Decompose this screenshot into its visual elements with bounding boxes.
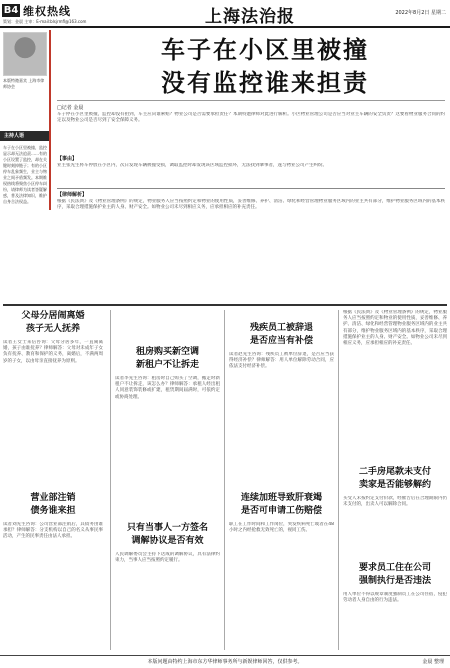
guest-photo bbox=[3, 32, 47, 76]
event-text: 业主张先生将车停放在小区内，次日发现车辆被撞受损，调取监控时却发现该区域监控损坏，无法找到肇事者，遂与物业公司产生纠纷。 bbox=[57, 163, 327, 168]
page-header bbox=[0, 0, 450, 28]
page-footer bbox=[0, 655, 450, 668]
headline-line-1: 车子在小区里被撞 bbox=[161, 36, 369, 64]
section-title: 维权热线 bbox=[23, 5, 71, 18]
host-text: 车子在小区里被撞，监控显示却无法追责……有的小区设置了监控，却在关键时刻掉链子；有的小区停车乱象频生，业主与物业之间矛盾频发。本期维权热线将聚焦小区停车纠纷，请律师为读者答疑解惑，普及法律知识，维护自身合法权益。 bbox=[3, 145, 47, 204]
article-title-mid-1: 租房购买新空调 新租户不让拆走 bbox=[135, 347, 199, 370]
article-title-mid-2: 只有当事人一方签名 调解协议是否有效 bbox=[126, 523, 208, 546]
column-rule bbox=[110, 310, 111, 650]
article-title-far-2: 要求员工住在公司 强制执行是否违法 bbox=[358, 563, 431, 586]
page-number: B4 bbox=[3, 5, 19, 16]
article-text-right-1: 读者赵先生咨询：残疾员工被单位辞退，是否应当获得经济补偿？律师解答：用人单位解除劳动合同，应依法支付经济补偿。 bbox=[229, 352, 334, 370]
article-text-left-2: 读者刘先生咨询：公司营业部注销后，其债务由谁承担？律师解答：分支机构以自己的名义从事民事活动，产生的民事责任由法人承担。 bbox=[3, 522, 103, 540]
article-title-far-1: 二手房尾款未支付 卖家是否能够解约 bbox=[358, 467, 431, 490]
article-text-far-2: 用人单位不得以规章制度强制员工在公司住宿，侵犯劳动者人身自由的行为违法。 bbox=[343, 592, 447, 604]
column-rule bbox=[224, 310, 225, 650]
section-divider bbox=[3, 304, 447, 306]
column-rule bbox=[338, 310, 339, 650]
contact-line: 策划：金晨 主审：E-mail:blsjrmfl@163.com bbox=[3, 19, 87, 24]
article-text-mid-1: 读者李先生咨询：租房时自己购买了空调，搬走时新租户不让拆走，该怎么办？律师解答：承租人经出租人同意装饰装修或扩建，租赁期间届满时，可依约定或协商处理。 bbox=[115, 376, 220, 400]
article-text-left-1: 读者王女士来信咨询：父母分居多年，一直闹离婚，孩子由谁抚养？律师解答：父母对未成年子女负有抚养、教育和保护的义务，离婚后，不满两周岁的子女，以由母亲直接抚养为原则。 bbox=[3, 340, 103, 364]
divider bbox=[57, 188, 445, 189]
masthead: 上海法治报 bbox=[205, 7, 295, 27]
article-title-right-2: 连续加班导致肝衰竭 是否可申请工伤赔偿 bbox=[240, 493, 322, 516]
photo-caption: 本版特邀嘉宾 上海市律师协会 bbox=[3, 78, 45, 89]
article-text-far-1: 买受人未按约定支付价款，经催告后在合理期限内仍未支付的，出卖人可以解除合同。 bbox=[343, 496, 447, 508]
analysis-text: 根据《民法典》及《物业管理条例》的规定，物业服务人应当按照约定和物业的使用性质，妥善维修、养护、清洁、绿化和经营管理物业服务区域内的业主共有部分，维护物业服务区域内的基本秩序，采取合理措施保护业主的人身、财产安全。如物业公司未尽到相应义务，应承担相应的补充责任。 bbox=[57, 199, 445, 211]
article-text-far-0: 根据《民法典》及《物业管理条例》的规定，物业服务人应当按照约定和物业的使用性质，妥善维修、养护、清洁、绿化和经营管理物业服务区域内的业主共有部分，维护物业服务区域内的基本秩序，采取合理措施保护业主的人身、财产安全。如物业公司未尽到相应义务，应承担相应的补充责任。 bbox=[343, 310, 447, 347]
headline-line-2: 没有监控谁来担责 bbox=[161, 69, 369, 97]
article-title-left-2: 营业部注销 债务谁来担 bbox=[30, 493, 76, 516]
analysis-tag: 【律师解析】 bbox=[57, 192, 88, 198]
article-text-right-2: 职工在工作时间和工作岗位，突发疾病死亡或者在48小时之内经抢救无效死亡的，视同工伤。 bbox=[229, 522, 334, 534]
footer-note: 本版问题由特约上海市东方华律师事务所与新娱律师回答，仅供参考。 bbox=[147, 659, 303, 665]
story-intro: 车子停在小区里被撞，监控却没有拍到，车主应向谁索赔？物业公司是否需要承担责任？本期特邀律师对此进行解析。小区物业管理公司是否应当对业主车辆的安全负责？这要看物业服务合同的约定以及物业公司是否尽到了安全保障义务。 bbox=[57, 112, 445, 124]
main-headline bbox=[80, 34, 450, 100]
article-text-mid-2: 人民调解委员会主持下达成的调解协议，具有法律约束力，当事人应当按照约定履行。 bbox=[115, 552, 220, 564]
footer-editor: 金晨 整理 bbox=[422, 659, 444, 665]
host-label: 主持人语 bbox=[0, 131, 50, 141]
accent-divider bbox=[49, 30, 51, 210]
issue-date: 2022年8月2日 星期二 bbox=[395, 10, 446, 16]
event-tag: 【事由】 bbox=[57, 156, 78, 162]
byline: □记者 金晨 bbox=[57, 100, 445, 111]
article-title-right-1: 残疾员工被辞退 是否应当有补偿 bbox=[249, 323, 313, 346]
article-title-left-1: 父母分居闹离婚 孩子无人抚养 bbox=[21, 311, 85, 334]
